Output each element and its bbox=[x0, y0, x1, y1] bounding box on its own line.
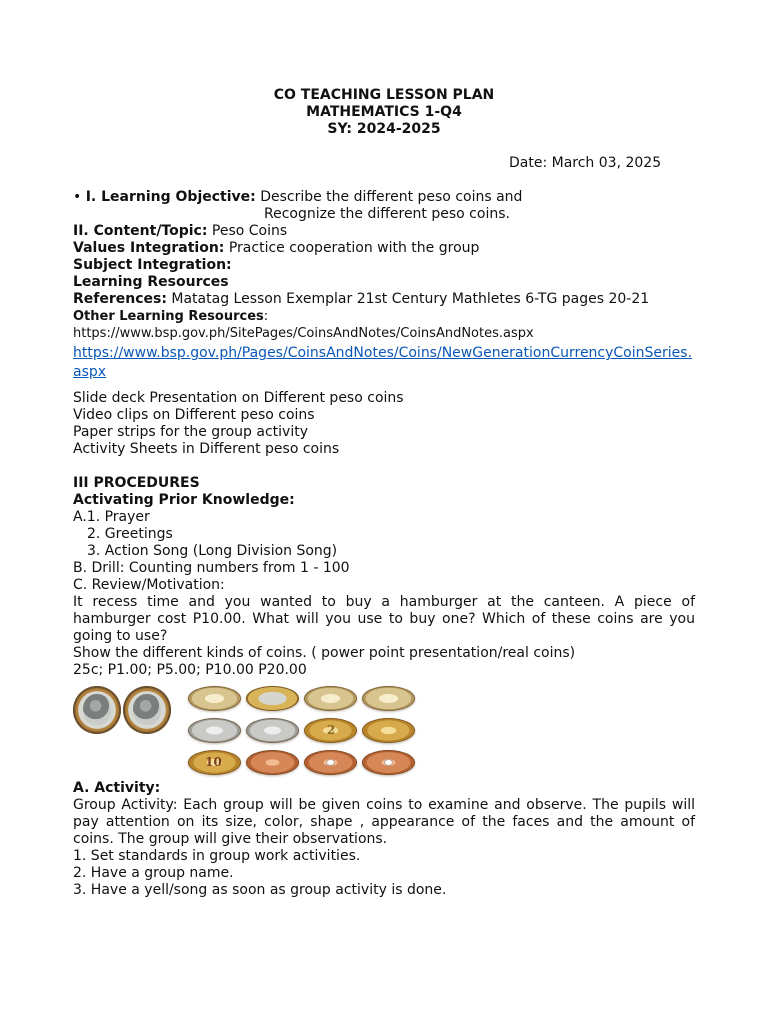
other-learning-resources-colon: : bbox=[263, 309, 269, 324]
learning-resources-heading: Learning Resources bbox=[73, 274, 229, 290]
peso-coin-icon bbox=[304, 686, 357, 711]
bullet-icon: • bbox=[73, 189, 82, 205]
coin-denomination-label: 2 bbox=[326, 723, 336, 737]
activity-step: 3. Have a yell/song as soon as group activity is done. bbox=[73, 882, 447, 898]
coin-denominations: 25c; P1.00; P5.00; P10.00 P20.00 bbox=[73, 662, 307, 678]
bsp-coins-notes-url: https://www.bsp.gov.ph/SitePages/CoinsAndNotes/CoinsAndNotes.aspx bbox=[73, 326, 534, 341]
twenty-peso-coin-icon bbox=[73, 686, 121, 734]
document-title-block bbox=[0, 87, 768, 138]
content-topic-line bbox=[73, 223, 695, 240]
content-topic-value: Peso Coins bbox=[207, 223, 288, 239]
peso-coin-icon bbox=[188, 718, 241, 743]
values-integration-value: Practice cooperation with the group bbox=[224, 240, 480, 256]
subject-integration-label: Subject Integration: bbox=[73, 257, 232, 273]
peso-coins-image bbox=[73, 680, 695, 776]
prayer-step: A.1. Prayer bbox=[73, 509, 150, 525]
peso-coin-icon bbox=[188, 750, 241, 775]
greetings-step: 2. Greetings bbox=[87, 526, 173, 542]
peso-coin-icon bbox=[362, 718, 415, 743]
values-integration-label: Values Integration: bbox=[73, 240, 225, 256]
resource-spacing bbox=[73, 382, 695, 390]
activating-prior-knowledge-heading: Activating Prior Knowledge: bbox=[73, 492, 295, 508]
activity-step: 2. Have a group name. bbox=[73, 865, 234, 881]
peso-coin-icon bbox=[188, 686, 241, 711]
activity-heading: A. Activity: bbox=[73, 780, 161, 796]
peso-coin-icon bbox=[304, 750, 357, 775]
material-item: Paper strips for the group activity bbox=[73, 424, 308, 440]
document-title-line-2: MATHEMATICS 1-Q4 bbox=[306, 104, 462, 120]
references-label: References: bbox=[73, 291, 167, 307]
other-learning-resources-line bbox=[73, 308, 695, 325]
references-line bbox=[73, 291, 695, 308]
procedures-heading: III PROCEDURES bbox=[73, 475, 200, 491]
action-song-step: 3. Action Song (Long Division Song) bbox=[87, 543, 338, 559]
document-title-line-3: SY: 2024-2025 bbox=[327, 121, 441, 137]
learning-objective-label: I. Learning Objective: bbox=[85, 189, 256, 205]
material-item: Slide deck Presentation on Different peso coins bbox=[73, 390, 404, 406]
content-topic-label: II. Content/Topic: bbox=[73, 223, 208, 239]
peso-coin-icon bbox=[362, 686, 415, 711]
peso-coin-icon bbox=[362, 750, 415, 775]
learning-objective-text: Describe the different peso coins and bbox=[255, 189, 523, 205]
lesson-content bbox=[73, 189, 695, 899]
activity-steps-list bbox=[73, 848, 695, 899]
learning-objective-line bbox=[73, 189, 695, 206]
material-item: Activity Sheets in Different peso coins bbox=[73, 441, 340, 457]
values-integration-line bbox=[73, 240, 695, 257]
motivation-paragraph: It recess time and you wanted to buy a hamburger at the canteen. A piece of hamburger cost P10.00. What will you use to buy one? Which of these coins are you going to use? bbox=[73, 594, 695, 644]
peso-coin-grid bbox=[186, 686, 422, 778]
learning-objective-continuation: Recognize the different peso coins. bbox=[264, 206, 510, 222]
bsp-new-generation-coin-link[interactable]: https://www.bsp.gov.ph/Pages/CoinsAndNotes/Coins/NewGenerationCurrencyCoinSeries.aspx bbox=[73, 345, 693, 380]
drill-step: B. Drill: Counting numbers from 1 - 100 bbox=[73, 560, 350, 576]
show-coins-instruction: Show the different kinds of coins. ( power point presentation/real coins) bbox=[73, 645, 576, 661]
peso-coin-icon bbox=[246, 686, 299, 711]
peso-coin-icon bbox=[304, 718, 357, 743]
lesson-date: Date: March 03, 2025 bbox=[509, 155, 662, 171]
activity-description: Group Activity: Each group will be given coins to examine and observe. The pupils will pay attention on its size, color, shape , appearance of the faces and the amount of coins. The group will give their observations. bbox=[73, 797, 695, 847]
activity-step: 1. Set standards in group work activities. bbox=[73, 848, 361, 864]
material-item: Video clips on Different peso coins bbox=[73, 407, 315, 423]
coin-denomination-label: 10 bbox=[205, 755, 222, 769]
peso-coin-icon bbox=[246, 750, 299, 775]
other-learning-resources-label: Other Learning Resources bbox=[73, 309, 264, 324]
references-value: Matatag Lesson Exemplar 21st Century Mathletes 6-TG pages 20-21 bbox=[166, 291, 650, 307]
document-title-line-1: CO TEACHING LESSON PLAN bbox=[273, 87, 495, 103]
review-motivation-heading: C. Review/Motivation: bbox=[73, 577, 225, 593]
peso-coin-icon bbox=[246, 718, 299, 743]
twenty-peso-coin-icon bbox=[123, 686, 171, 734]
procedure-spacing bbox=[73, 458, 695, 475]
